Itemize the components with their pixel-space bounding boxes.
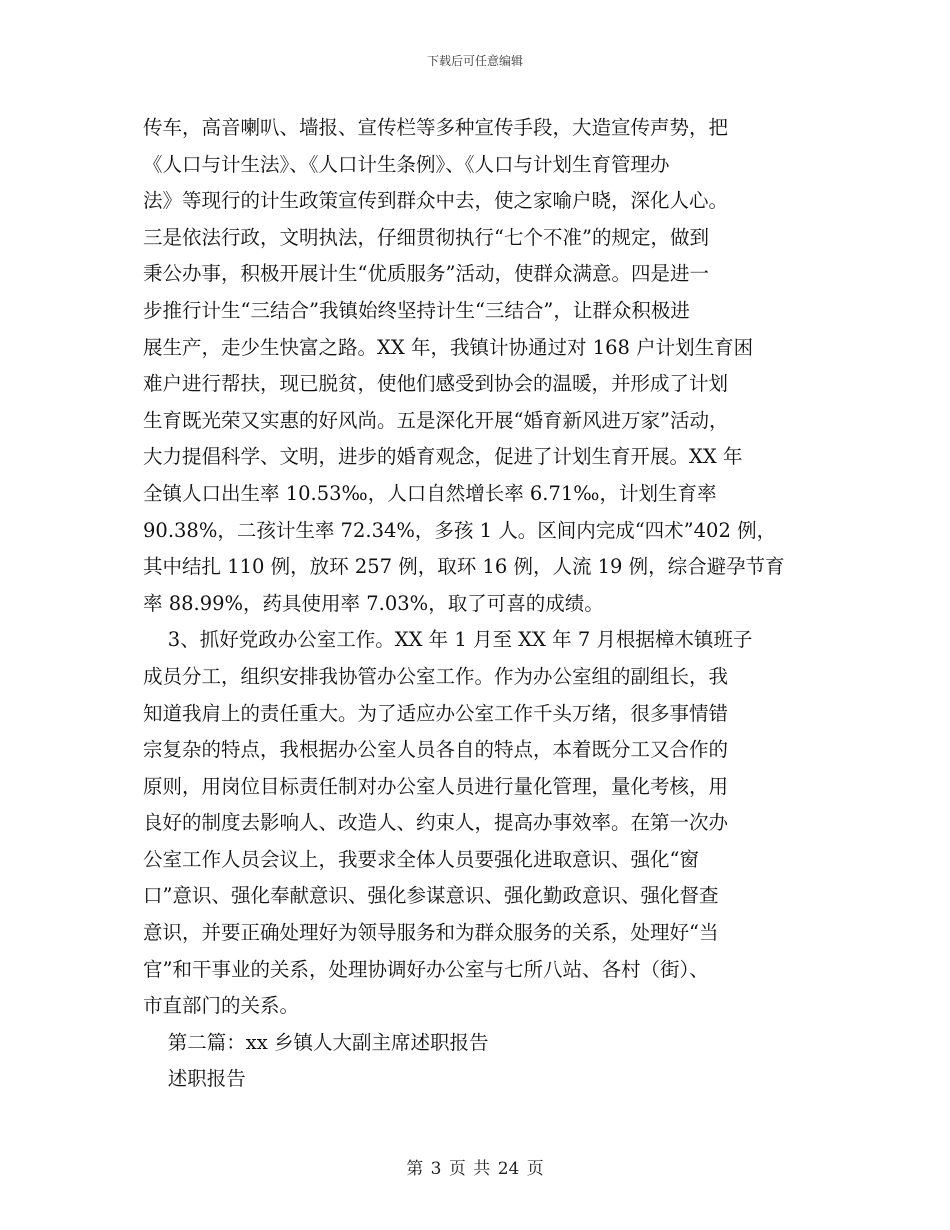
text-line: 官”和干事业的关系，处理协调好办公室与七所八站、各村（街）、: [143, 957, 709, 981]
text-line: 口”意识、强化奉献意识、强化参谋意识、强化勤政意识、强化督查: [143, 884, 719, 908]
text-line: 意识，并要正确处理好为领导服务和为群众服务的关系，处理好“当: [143, 921, 719, 945]
text-line: 全镇人口出生率 10.53‰，人口自然增长率 6.71‰，计划生育率: [143, 481, 717, 505]
text-line: 步推行计生“三结合”我镇始终坚持计生“三结合”，让群众积极进: [143, 298, 690, 322]
page-number: 第 3 页 共 24 页: [406, 1159, 544, 1179]
text-line: 其中结扎 110 例，放环 257 例，取环 16 例，人流 19 例，综合避孕节育: [143, 555, 785, 579]
text-line: 传车，高音喇叭、墙报、宣传栏等多种宣传手段，大造宣传声势，把: [143, 116, 729, 139]
section-heading: 第二篇：xx 乡镇人大副主席述职报告: [143, 1030, 489, 1054]
text-line: 公室工作人员会议上，我要求全体人员要强化进取意识、强化“窗: [143, 847, 699, 871]
text-line: 三是依法行政，文明执法，仔细贯彻执行“七个不准”的规定，做到: [143, 225, 709, 249]
text-line: 秉公办事，积极开展计生“优质服务”活动，使群众满意。四是进一: [143, 262, 709, 286]
text-line: 成员分工，组织安排我协管办公室工作。作为办公室组的副组长，我: [143, 664, 729, 688]
text-line: 《人口与计生法》、《人口计生条例》、《人口与计划生育管理办: [143, 152, 670, 176]
text-line: 原则，用岗位目标责任制对办公室人员进行量化管理，量化考核，用: [143, 774, 729, 798]
page-header-note: 下载后可任意编辑: [426, 54, 523, 68]
text-line: 良好的制度去影响人、改造人、约束人，提高办事效率。在第一次办: [143, 811, 729, 835]
text-line: 宗复杂的特点，我根据办公室人员各自的特点，本着既分工又合作的: [143, 738, 729, 762]
text-line: 3、抓好党政办公室工作。XX 年 1 月至 XX 年 7 月根据樟木镇班子: [143, 628, 753, 652]
text-line: 难户进行帮扶，现已脱贫，使他们感受到协会的温暖，并形成了计划: [143, 372, 729, 396]
text-line: 90.38%，二孩计生率 72.34%，多孩 1 人。区间内完成“四术”402 例，: [143, 518, 777, 542]
text-line: 法》等现行的计生政策宣传到群众中去，使之家喻户晓，深化人心。: [143, 189, 729, 213]
text-line: 市直部门的关系。: [143, 994, 300, 1018]
text-line: 生育既光荣又实惠的好风尚。五是深化开展“婚育新风进万家”活动，: [143, 408, 729, 432]
document-body: [143, 110, 815, 1098]
section-subheading: 述职报告: [143, 1067, 246, 1091]
text-line: 展生产，走少生快富之路。XX 年，我镇计协通过对 168 户计划生育困: [143, 335, 754, 359]
text-line: 大力提倡科学、文明，进步的婚育观念，促进了计划生育开展。XX 年: [143, 445, 743, 469]
text-line: 率 88.99%，药具使用率 7.03%，取了可喜的成绩。: [143, 591, 604, 615]
text-line: 知道我肩上的责任重大。为了适应办公室工作千头万绪，很多事情错: [143, 701, 729, 725]
